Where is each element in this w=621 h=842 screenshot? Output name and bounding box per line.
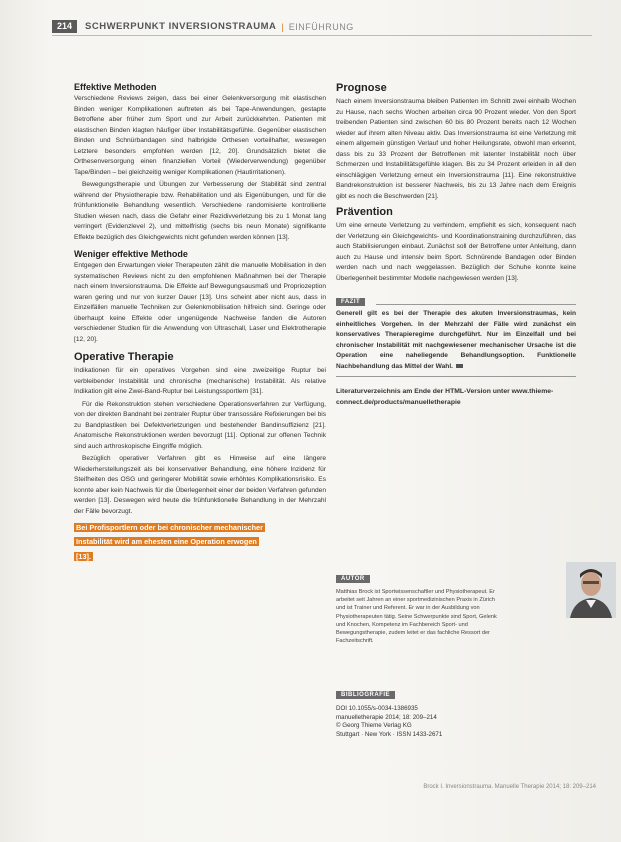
- heading-weniger-effektiv: Weniger effektive Methode: [74, 249, 188, 259]
- doi: DOI 10.1055/s-0034-1386935: [336, 705, 418, 712]
- end-marker-icon: [456, 364, 463, 368]
- author-bio: Matthias Brock ist Sportwissenschaftler und Physiotherapeut. Er arbeitet seit Jahren an einer sportmedizinischen Praxis in Zürich und ist Trainer und Referent. Er war in der Ausbildung von Physiotherapeuten tätig. Seine Schwerpunkte sind Sport, Gelenk und Knochen, Kompetenz im Fachbereich Sport- und Bewegungstherapie, zudem leitet er das fachliche Ressort der Fachzeitschrift.: [336, 589, 497, 645]
- paragraph: Nach einem Inversionstrauma bleiben Patienten im Schnitt zwei einhalb Wochen zu Hause, nach sechs Wochen arbeiten circa 90 Prozent wieder. Von den Sport treibenden Patienten sind zwischen 60 bis 80 Prozent bereits nach 12 Wochen wieder auf ihrem alten Niveau aktiv. Das Inversionstrauma ist eine Verletzung mit einem allgemein günstigen Verlauf und hoher Heilungsrate, obwohl man erkennt, dass bis zu 33 Prozent der Betroffenen mit latenter Instabilität noch über Schmerzen und Instabilitätsgefühle klagen. Bis zu 34 Prozent erleiden in all den einschlägigen Verletzung erneut ein Inversionstrauma [11]. Eine rekonstruktive Bandrekonstruktion ist besserer Nachweis, bis zu 13 Jahre nach dem Ereignis gibt es noch die Beschwerden [21].: [336, 98, 576, 200]
- paragraph: Bewegungstherapie und Übungen zur Verbesserung der Stabilität sind zentral während der Physiotherapie bzw. Rehabilitation und als Eigenübungen, und für die frühfunktionelle Behandlung wesentlich. Verschiedene randomisierte kontrollierte Studien wiesen nach, dass die Gefahr einer Rezidivverletzung bis zu 1 Monat lang verringert (Evidenzlevel 2), und mittelfristig (sechs bis neun Monate) signifikante Effekte bezüglich des Gleichgewichts nicht gefunden werden können [13].: [74, 181, 326, 241]
- left-column: [74, 82, 326, 562]
- heading-praevention: Prävention: [336, 206, 393, 218]
- citation: manuelletherapie 2014; 18: 209–214: [336, 713, 437, 721]
- fazit-bottom-rule: [336, 376, 576, 377]
- bibliography-box: [336, 683, 576, 739]
- portrait-icon: [566, 562, 616, 618]
- right-column: [336, 82, 576, 408]
- fazit-label: FAZIT: [336, 298, 365, 306]
- heading-prognose: Prognose: [336, 82, 387, 94]
- bibliography-lines: [336, 705, 576, 739]
- heading-effektive-methoden: Effektive Methoden: [74, 82, 157, 92]
- author-photo: [566, 562, 616, 618]
- paragraph: Für die Rekonstruktion stehen verschiedene Operationsverfahren zur Verfügung, von der direkten Bandnaht bei zentraler Ruptur über transossäre Refixierungen bei bis zu Bandplastiken bei Defektverletzungen und bestehender Bandinsuffizienz [21]. Anatomische Rekonstruktionen werden bevorzugt [11]. Optional zur offenen Technik sind auch arthroskopische Eingriffe möglich.: [74, 400, 326, 450]
- paragraph: Entgegen den Erwartungen vieler Therapeuten zählt die manuelle Mobilisation in den systematischen Reviews nicht zu den empfohlenen Maßnahmen bei der Therapie nach einem Inversionstrauma. Die Effekte auf Bewegungsausmaß und Propriozeption waren gering und nur von kurzer Dauer [13]. Uns scheint aber nicht aus, dass in Einzelfällen manuelle Techniken zur Gelenkmobilisation hilfreich sind. Geringe oder überhaupt keine Effekte oder ungenügende Nachweise fanden die Autoren verschiedener Studien für die Anwendung von Ultraschall, Laser und Elektrotherapie [12, 20].: [74, 262, 326, 343]
- author-box: [336, 567, 576, 645]
- literature-note: Literaturverzeichnis am Ende der HTML-Version unter www.thieme-connect.de/products/manuelletherapie: [336, 388, 554, 406]
- fazit-rule: [376, 304, 576, 305]
- header-rule: [52, 35, 592, 36]
- paragraph: Bezüglich operativer Verfahren gibt es Hinweise auf eine längere Wiederherstellungszeit als bei konservativer Behandlung, eine höhere Inzidenz für Steifheiten des OSG und geringerer Mobilität sowie erhöhtes Komplikationsrisiko. Es konnte aber kein Nachweis für die Überlegenheit einer der beiden Verfahren gefunden werden [13]. Deswegen wird heute die frühfunktionelle Behandlung in der Mehrzahl der Fälle bevorzugt.: [74, 455, 326, 515]
- bibliography-label: BIBLIOGRAFIE: [336, 691, 395, 699]
- header-title: SCHWERPUNKT INVERSIONSTRAUMA: [85, 21, 277, 32]
- running-header: [52, 20, 592, 33]
- fazit-content: Generell gilt es bei der Therapie des akuten Inversionstraumas, kein einheitliches Vorgehen. In der Mehrzahl der Fälle wird zunächst ein konservatives Therapieregime durchgeführt. Nur im Einzelfall und bei chronischer Instabilität mit nachgewiesener mechanischer Ursache ist die Operation eine naheliegende Behandlungsoption. Funktionelle Nachbehandlung das Mittel der Wahl.: [336, 310, 576, 370]
- header-separator: |: [281, 21, 284, 32]
- header-subtitle: EINFÜHRUNG: [288, 21, 354, 32]
- highlight-box: [74, 519, 274, 562]
- paragraph: Um eine erneute Verletzung zu verhindern, empfiehlt es sich, konsequent nach der Verletzung ein Gleichgewichts- und Koordinationstraining durchzuführen, das auch Stabilisierungen einbaut. Zunächst soll der Betroffene unter Anleitung, dann auch zu Hause und intensiv beim Sport. Schnürende Bandagen oder Binden werden nach und nach weggelassen. Bezüglich der Schuhe konnte keine Überlegenheit bestimmter Modelle nachgewiesen werden [13].: [336, 222, 576, 282]
- footer-citation: Brock I. Inversionstrauma. Manuelle Therapie 2014; 18: 209–214: [423, 784, 596, 790]
- highlight-text: Bei Profisportlern oder bei chronischer mechanischer Instabilität wird am ehesten eine Operation erwogen [13].: [76, 523, 263, 561]
- fazit-text: [336, 309, 576, 372]
- page-number: 214: [52, 20, 77, 33]
- heading-operative-therapie: Operative Therapie: [74, 351, 174, 363]
- paragraph: Verschiedene Reviews zeigen, dass bei einer Gelenkversorgung mit elastischen Binden weniger Komplikationen auftreten als bei Tape-Anwendungen, gestapte Betroffene aber früher zum Sport und zur Arbeit zurückkehrten. Patienten mit elastischen Binden klagten häufiger über Instabilitätsgefühle. Gegenüber elastischen Binden und Schnürbandagen sind halbrigide Orthesen vorteilhafter, weswegen Letztere besonders empfohlen werden [12, 20]. Grundsätzlich bietet die Orthesenversorgung einen finanziellen Vorteil (Wiederverwendung) gegenüber Tape/Binden – bei gleichzeitig weniger Komplikationen (Hautirritationen).: [74, 95, 326, 176]
- author-label: AUTOR: [336, 575, 370, 583]
- fazit-box: [336, 290, 576, 377]
- issn: Stuttgart · New York · ISSN 1433-2671: [336, 730, 443, 738]
- paragraph: Indikationen für ein operatives Vorgehen sind eine zweizeitige Ruptur bei verbleibender Instabilität und chronische (mechanische) Instabilität. Als relative Indikation gilt eine Zwei-Band-Ruptur bei Leistungssportlern [31].: [74, 367, 326, 395]
- publisher: © Georg Thieme Verlag KG: [336, 722, 412, 730]
